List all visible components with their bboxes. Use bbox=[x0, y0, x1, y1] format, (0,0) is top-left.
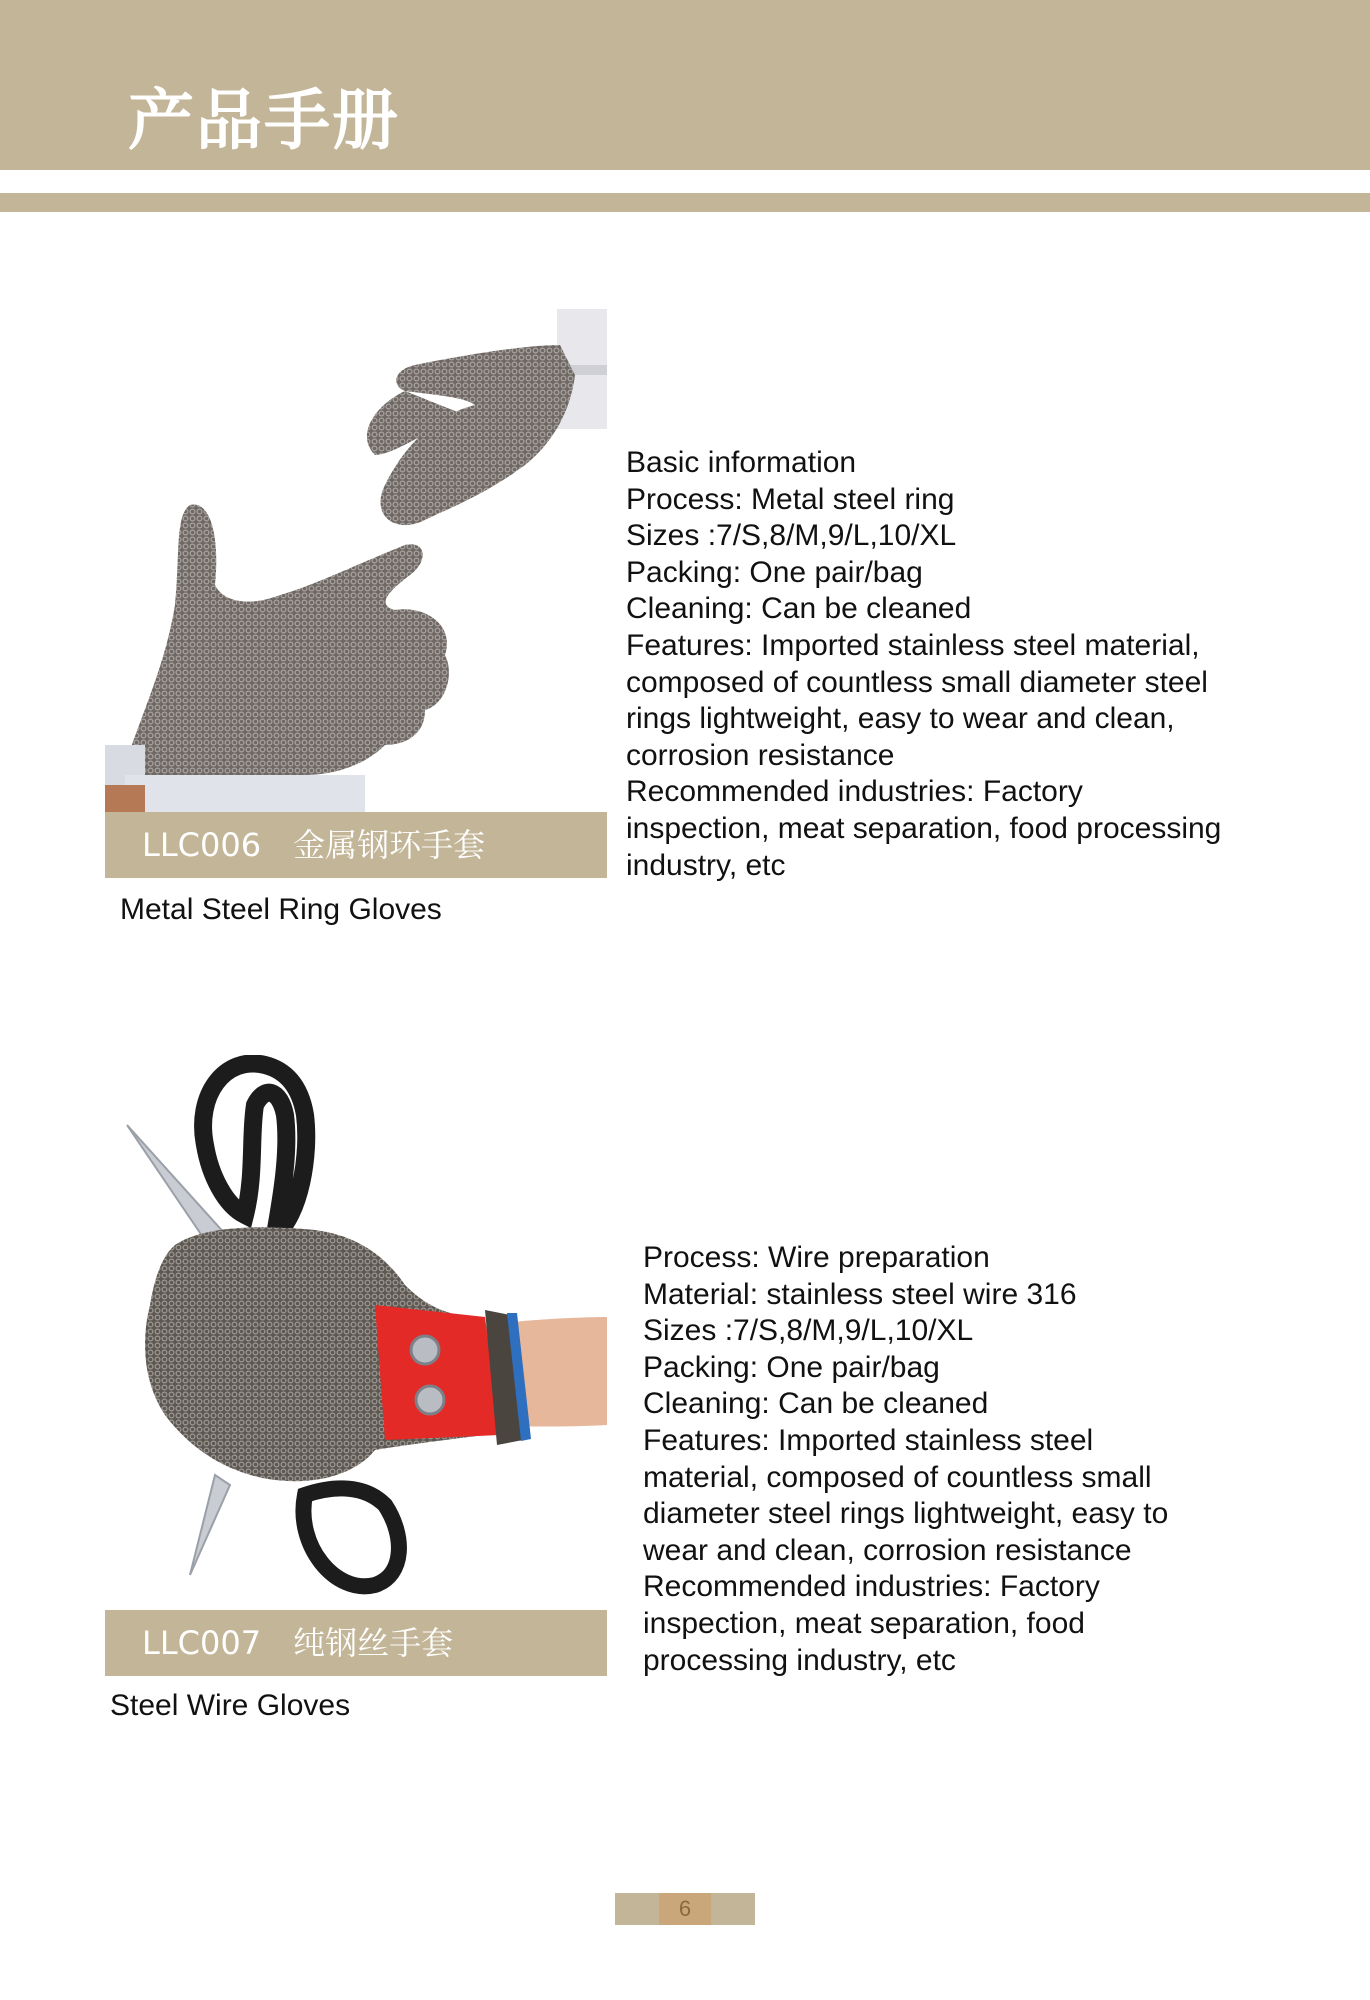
detail-line: Material: stainless steel wire 316 bbox=[643, 1277, 1077, 1311]
detail-line: Features: Imported stainless steel material, bbox=[626, 628, 1200, 662]
page-number-box bbox=[615, 1893, 755, 1925]
detail-line: wear and clean, corrosion resistance bbox=[643, 1533, 1132, 1567]
header-divider-stripe bbox=[0, 193, 1370, 212]
detail-line: Recommended industries: Factory bbox=[643, 1570, 1100, 1604]
product-image-steel-wire-gloves bbox=[105, 1055, 607, 1610]
detail-line: rings lightweight, easy to wear and clean, bbox=[626, 702, 1175, 736]
mesh-glove-illustration bbox=[105, 305, 607, 812]
product-name-en: Metal Steel Ring Gloves bbox=[120, 893, 442, 926]
detail-line: Sizes :7/S,8/M,9/L,10/XL bbox=[643, 1314, 974, 1348]
page-number: 6 bbox=[659, 1893, 711, 1925]
product-code: LLC006 bbox=[142, 826, 262, 864]
detail-line: material, composed of countless small bbox=[643, 1460, 1152, 1494]
product-name-en: Steel Wire Gloves bbox=[110, 1689, 351, 1722]
detail-line: Process: Wire preparation bbox=[643, 1241, 990, 1274]
detail-line: composed of countless small diameter steel bbox=[626, 665, 1208, 699]
detail-line: industry, etc bbox=[626, 848, 786, 882]
product-name-cn: 金属钢环手套 bbox=[293, 826, 486, 864]
product-image-metal-ring-gloves bbox=[105, 305, 607, 812]
detail-line: Sizes :7/S,8/M,9/L,10/XL bbox=[626, 519, 957, 553]
detail-line: corrosion resistance bbox=[626, 738, 895, 772]
detail-line: processing industry, etc bbox=[643, 1643, 956, 1677]
detail-line: Cleaning: Can be cleaned bbox=[626, 592, 972, 626]
detail-line: inspection, meat separation, food processing bbox=[626, 811, 1222, 845]
product-name-cn: 纯钢丝手套 bbox=[293, 1624, 454, 1662]
detail-line: Recommended industries: Factory bbox=[626, 775, 1083, 809]
detail-line: inspection, meat separation, food bbox=[643, 1606, 1085, 1640]
page-title: 产品手册 bbox=[128, 82, 400, 159]
detail-line: Process: Metal steel ring bbox=[626, 482, 955, 516]
detail-line: Cleaning: Can be cleaned bbox=[643, 1387, 989, 1421]
product-code: LLC007 bbox=[142, 1624, 262, 1662]
wire-glove-scissors-illustration bbox=[105, 1055, 607, 1610]
product-code-bar bbox=[105, 812, 607, 878]
detail-line: Basic information bbox=[626, 446, 857, 479]
detail-line: Features: Imported stainless steel bbox=[643, 1423, 1094, 1457]
header-band bbox=[0, 0, 1370, 170]
detail-line: Packing: One pair/bag bbox=[643, 1350, 940, 1384]
product-code-bar bbox=[105, 1610, 607, 1676]
detail-line: diameter steel rings lightweight, easy to bbox=[643, 1497, 1169, 1531]
product-details bbox=[626, 445, 1221, 884]
product-details bbox=[643, 1240, 1168, 1679]
detail-line: Packing: One pair/bag bbox=[626, 555, 923, 589]
